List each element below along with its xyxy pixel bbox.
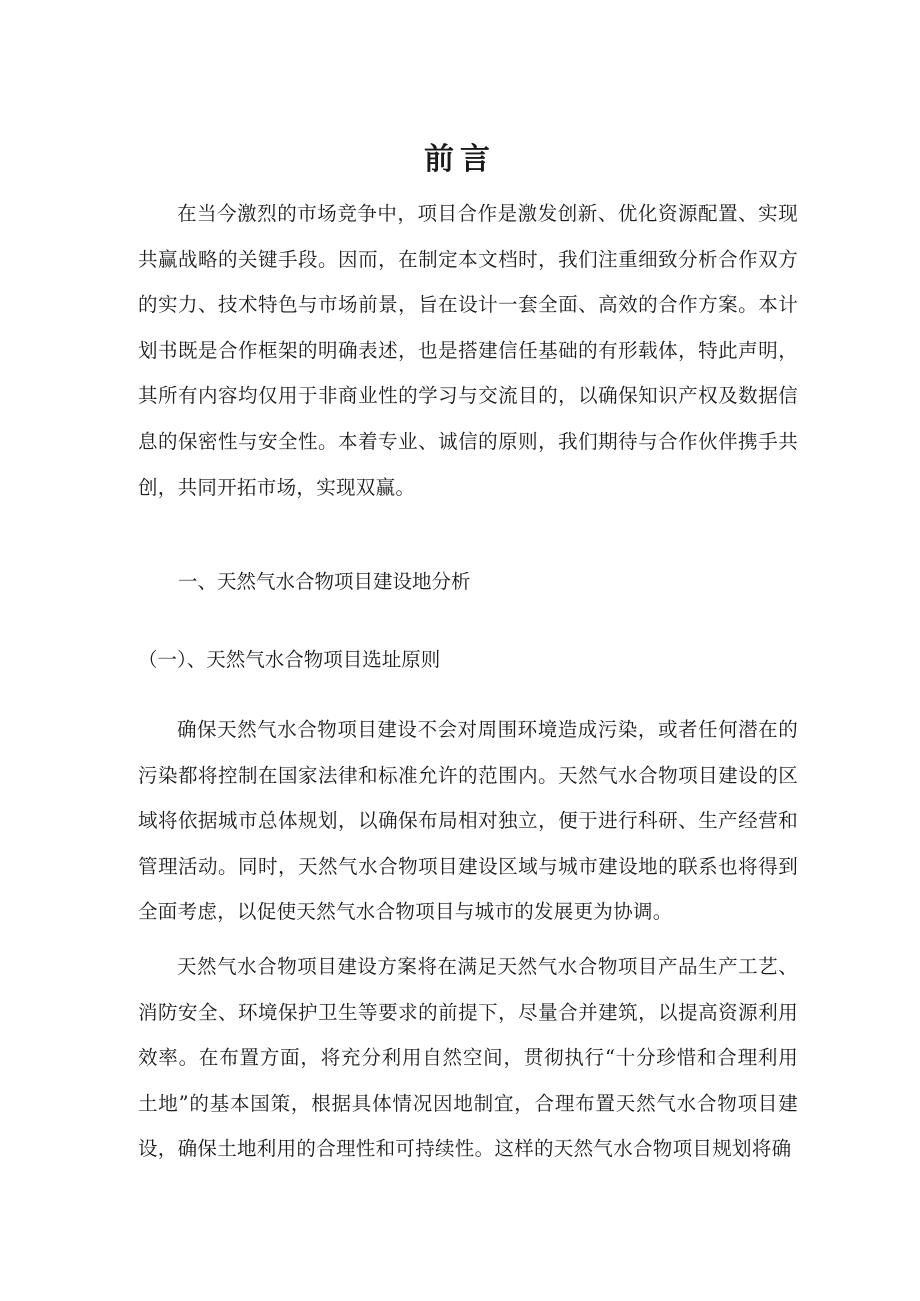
body-paragraph: 确保天然气水合物项目建设不会对周围环境造成污染，或者任何潜在的污染都将控制在国家法律和标准允许的范围内。天然气水合物项目建设的区域将依据城市总体规划，以确保布局相对独立，便于进行科研、生产经营和管理活动。同时，天然气水合物项目建设区域与城市建设地的联系也将得到全面考虑，以促使天然气水合物项目与城市的发展更为协调。 <box>138 718 798 924</box>
intro-paragraph: 在当今激烈的市场竞争中，项目合作是激发创新、优化资源配置、实现共赢战略的关键手段。因而，在制定本文档时，我们注重细致分析合作双方的实力、技术特色与市场前景，旨在设计一套全面、高效的合作方案。本计划书既是合作框架的明确表述，也是搭建信任基础的有形载体，特此声明，其所有内容均仅用于非商业性的学习与交流目的，以确保知识产权及数据信息的保密性与安全性。本着专业、诚信的原则，我们期待与合作伙伴携手共创，共同开拓市场，实现双赢。 <box>138 202 798 499</box>
page-title: 前言 <box>424 142 496 178</box>
subsection-heading: （一）、天然气水合物项目选址原则 <box>138 648 441 671</box>
body-paragraph: 天然气水合物项目建设方案将在满足天然气水合物项目产品生产工艺、消防安全、环境保护卫生等要求的前提下，尽量合并建筑，以提高资源利用效率。在布置方面，将充分利用自然空间，贯彻执行“十分珍惜和合理利用土地”的基本国策，根据具体情况因地制宜，合理布置天然气水合物项目建设，确保土地利用的合理性和可持续性。这样的天然气水合物项目规划将确 <box>138 955 798 1161</box>
section-heading: 一、天然气水合物项目建设地分析 <box>178 570 471 593</box>
